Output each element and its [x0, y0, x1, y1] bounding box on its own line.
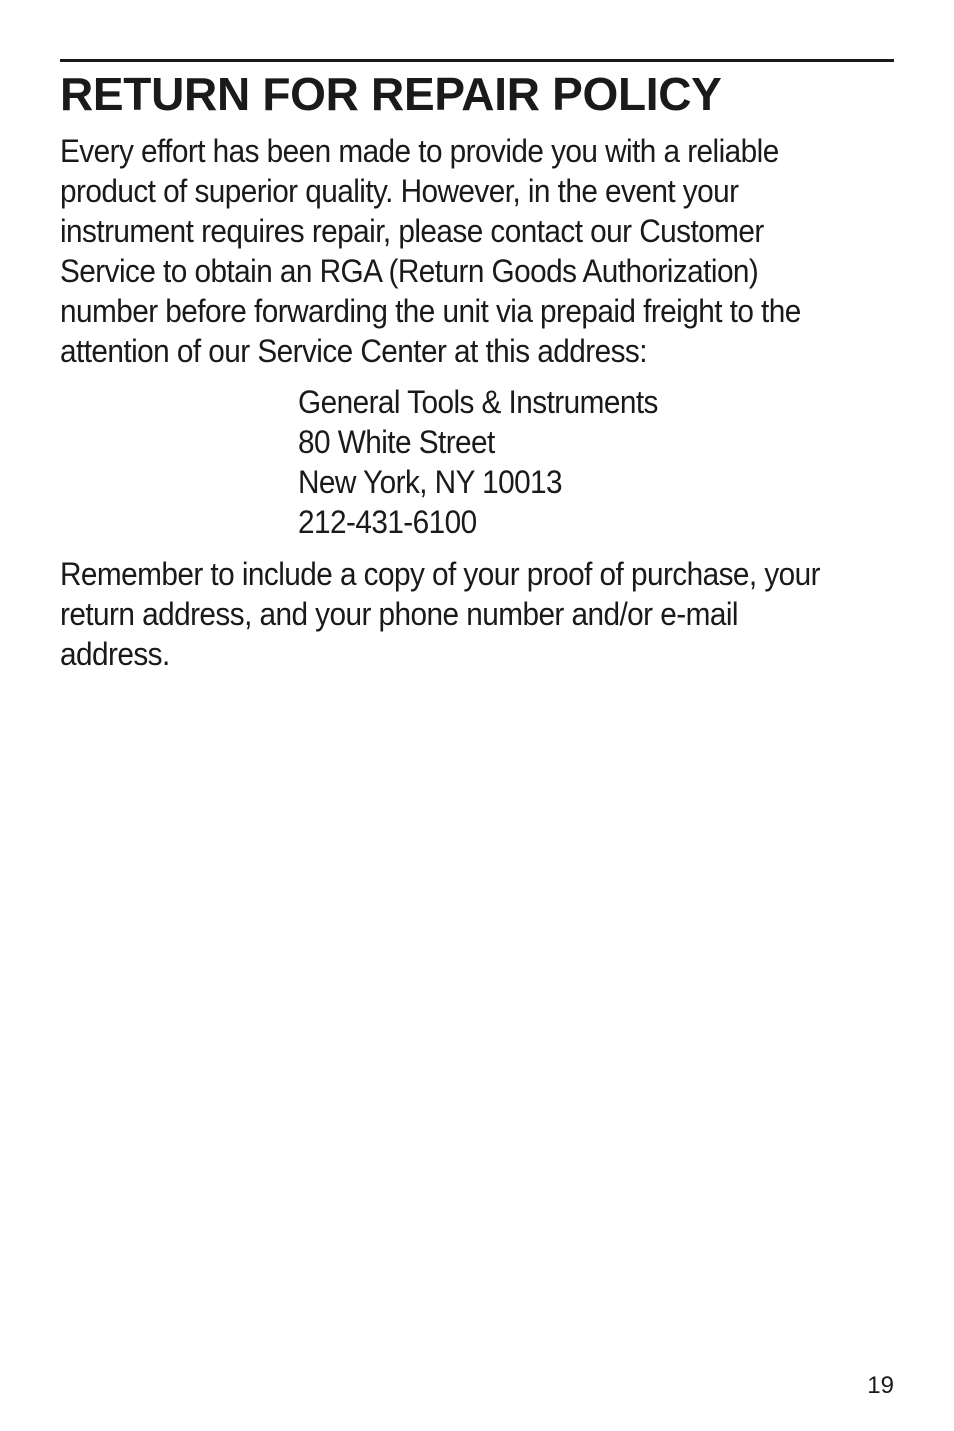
closing-line: return address, and your phone number and/or e-mail [60, 596, 738, 632]
intro-line: Every effort has been made to provide you with a reliable [60, 133, 779, 169]
page-number: 19 [867, 1372, 894, 1399]
intro-line: Service to obtain an RGA (Return Goods Authorization) [60, 253, 759, 289]
service-center-address [298, 382, 658, 542]
page-title: RETURN FOR REPAIR POLICY [60, 68, 722, 120]
header-rule [60, 59, 894, 62]
closing-paragraph [60, 554, 836, 674]
address-company: General Tools & Instruments [298, 384, 658, 420]
intro-line: attention of our Service Center at this address: [60, 333, 647, 369]
closing-line: address. [60, 636, 170, 672]
address-phone: 212-431-6100 [298, 504, 477, 540]
intro-line: product of superior quality. However, in the event your [60, 173, 739, 209]
intro-line: number before forwarding the unit via prepaid freight to the [60, 293, 801, 329]
intro-line: instrument requires repair, please contact our Customer [60, 213, 764, 249]
closing-line: Remember to include a copy of your proof of purchase, your [60, 556, 820, 592]
address-street: 80 White Street [298, 424, 495, 460]
address-city-state-zip: New York, NY 10013 [298, 464, 563, 500]
intro-paragraph [60, 131, 836, 371]
